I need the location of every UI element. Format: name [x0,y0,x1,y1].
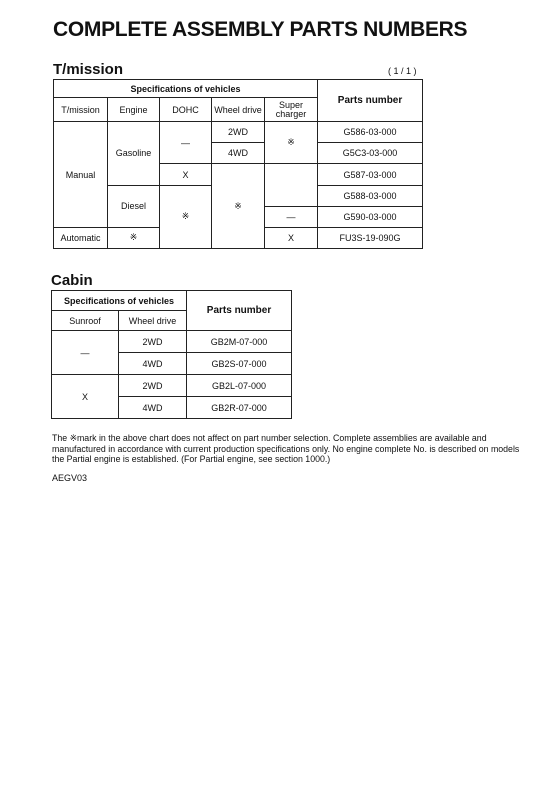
wheel-drive-cell: 2WD [119,375,187,397]
transmission-section-title: T/mission [53,61,124,78]
engine-gasoline: Gasoline [108,122,160,185]
part-number-cell: GB2L-07-000 [187,375,292,397]
wheel-drive-cell: 4WD [119,397,187,419]
wheel-drive-cell: 4WD [212,143,265,164]
wheel-drive-cell: 2WD [119,331,187,353]
supercharger-empty [265,164,318,206]
col-header-wheel-drive: Wheel drive [212,98,265,122]
part-number-cell: G586-03-000 [318,122,423,143]
col-header-tmission: T/mission [54,98,108,122]
cabin-table [51,290,292,419]
sunroof-dash: — [52,331,119,375]
parts-number-header: Parts number [318,80,423,122]
wheel-drive-ref-mark: ※ [212,164,265,249]
part-number-cell: GB2R-07-000 [187,397,292,419]
col-header-dohc: DOHC [160,98,212,122]
dohc-x: X [160,164,212,185]
dohc-dash: — [160,122,212,164]
document-code: AEGV03 [52,473,88,483]
supercharger-ref-mark: ※ [265,122,318,164]
spec-header: Specifications of vehicles [54,80,318,98]
spec-header: Specifications of vehicles [52,291,187,311]
transmission-table [53,79,423,249]
part-number-cell: G587-03-000 [318,164,423,185]
part-number-cell: GB2S-07-000 [187,353,292,375]
part-number-cell: FU3S-19-090G [318,227,423,248]
page-title: COMPLETE ASSEMBLY PARTS NUMBERS [53,18,468,41]
part-number-cell: G588-03-000 [318,185,423,206]
col-header-engine: Engine [108,98,160,122]
wheel-drive-cell: 4WD [119,353,187,375]
col-header-super-charger: Super charger [265,98,318,122]
tmission-automatic: Automatic [54,227,108,248]
tmission-manual: Manual [54,122,108,228]
part-number-cell: G5C3-03-000 [318,143,423,164]
dohc-ref-mark: ※ [160,185,212,248]
parts-number-header: Parts number [187,291,292,331]
col-header-sunroof: Sunroof [52,311,119,331]
wheel-drive-cell: 2WD [212,122,265,143]
cabin-section-title: Cabin [51,272,93,289]
part-number-cell: G590-03-000 [318,206,423,227]
sunroof-x: X [52,375,119,419]
supercharger-dash: — [265,206,318,227]
part-number-cell: GB2M-07-000 [187,331,292,353]
engine-ref-mark: ※ [108,227,160,248]
supercharger-x: X [265,227,318,248]
footnote: The ※mark in the above chart does not affect on part number selection. Complete assemblies are available and manufactured in accordance with current production specifications only. No engine complete No. is described on models the Partial engine is established. (For Partial engine, see section 1000.) [52,433,520,464]
page-indicator: ( 1 / 1 ) [388,66,417,76]
col-header-wheel-drive: Wheel drive [119,311,187,331]
engine-diesel: Diesel [108,185,160,227]
